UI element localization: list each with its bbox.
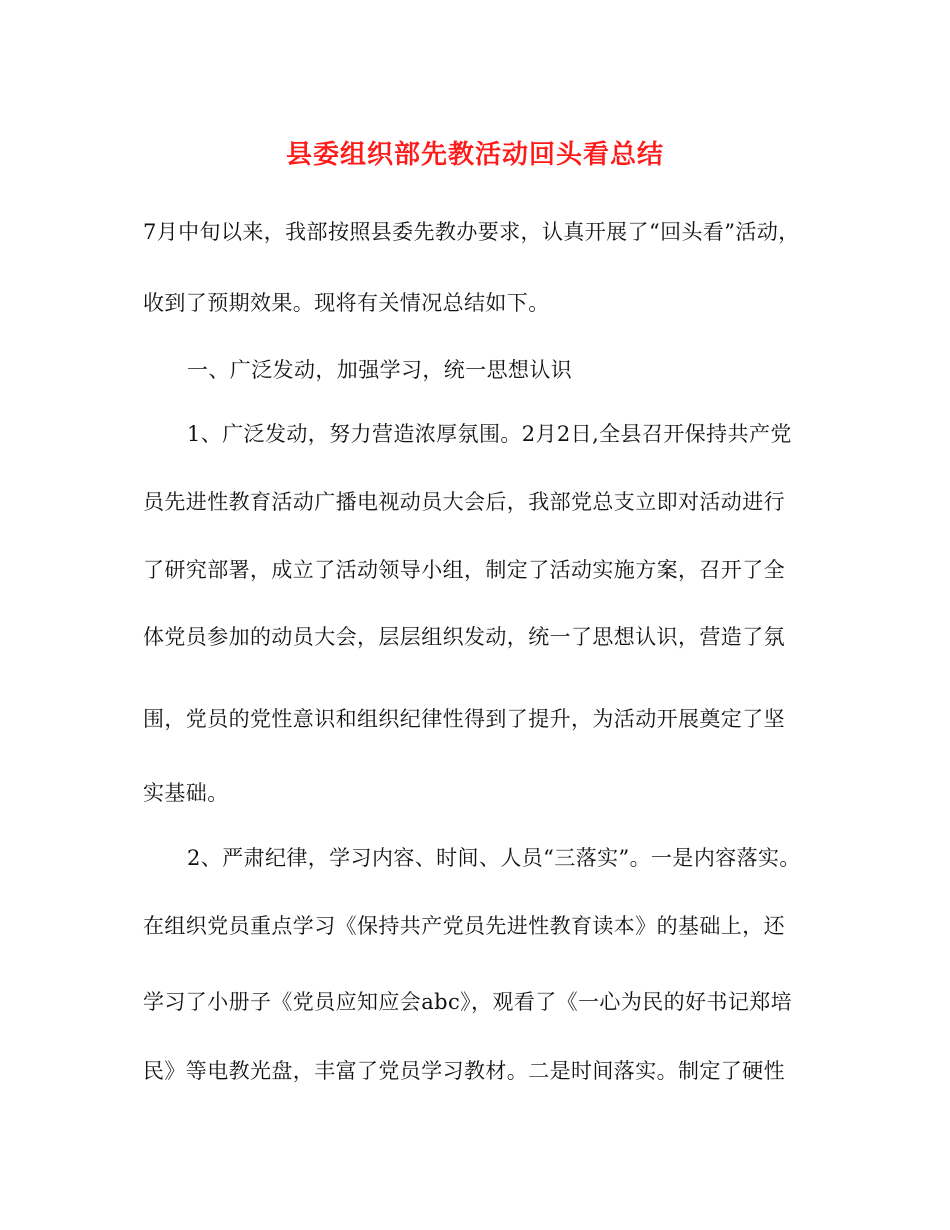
body-line: 学习了小册子《党员应知应会abc》，观看了《一心为民的好书记郑培 <box>143 990 793 1014</box>
body-line: 2、严肃纪律，学习内容、时间、人员“三落实”。一是内容落实。 <box>187 846 801 870</box>
document-title: 县委组织部先教活动回头看总结 <box>285 140 664 170</box>
body-line: 在组织党员重点学习《保持共产党员先进性教育读本》的基础上，还 <box>143 914 785 938</box>
body-line: 7月中旬以来，我部按照县委先教办要求，认真开展了“回头看”活动， <box>143 220 800 244</box>
body-line: 民》等电教光盘，丰富了党员学习教材。二是时间落实。制定了硬性 <box>143 1059 785 1083</box>
body-line: 收到了预期效果。现将有关情况总结如下。 <box>143 291 550 315</box>
body-line: 员先进性教育活动广播电视动员大会后，我部党总支立即对活动进行 <box>143 490 785 514</box>
body-line: 实基础。 <box>143 781 229 805</box>
body-line: 体党员参加的动员大会，层层组织发动，统一了思想认识，营造了氛 <box>143 625 785 649</box>
body-line: 围，党员的党性意识和组织纪律性得到了提升，为活动开展奠定了坚 <box>143 707 785 731</box>
section-heading: 一、广泛发动，加强学习，统一思想认识 <box>187 358 573 382</box>
body-line: 1、广泛发动，努力营造浓厚氛围。2月2日,全县召开保持共产党 <box>187 422 792 446</box>
body-line: 了研究部署，成立了活动领导小组，制定了活动实施方案，召开了全 <box>143 558 785 582</box>
